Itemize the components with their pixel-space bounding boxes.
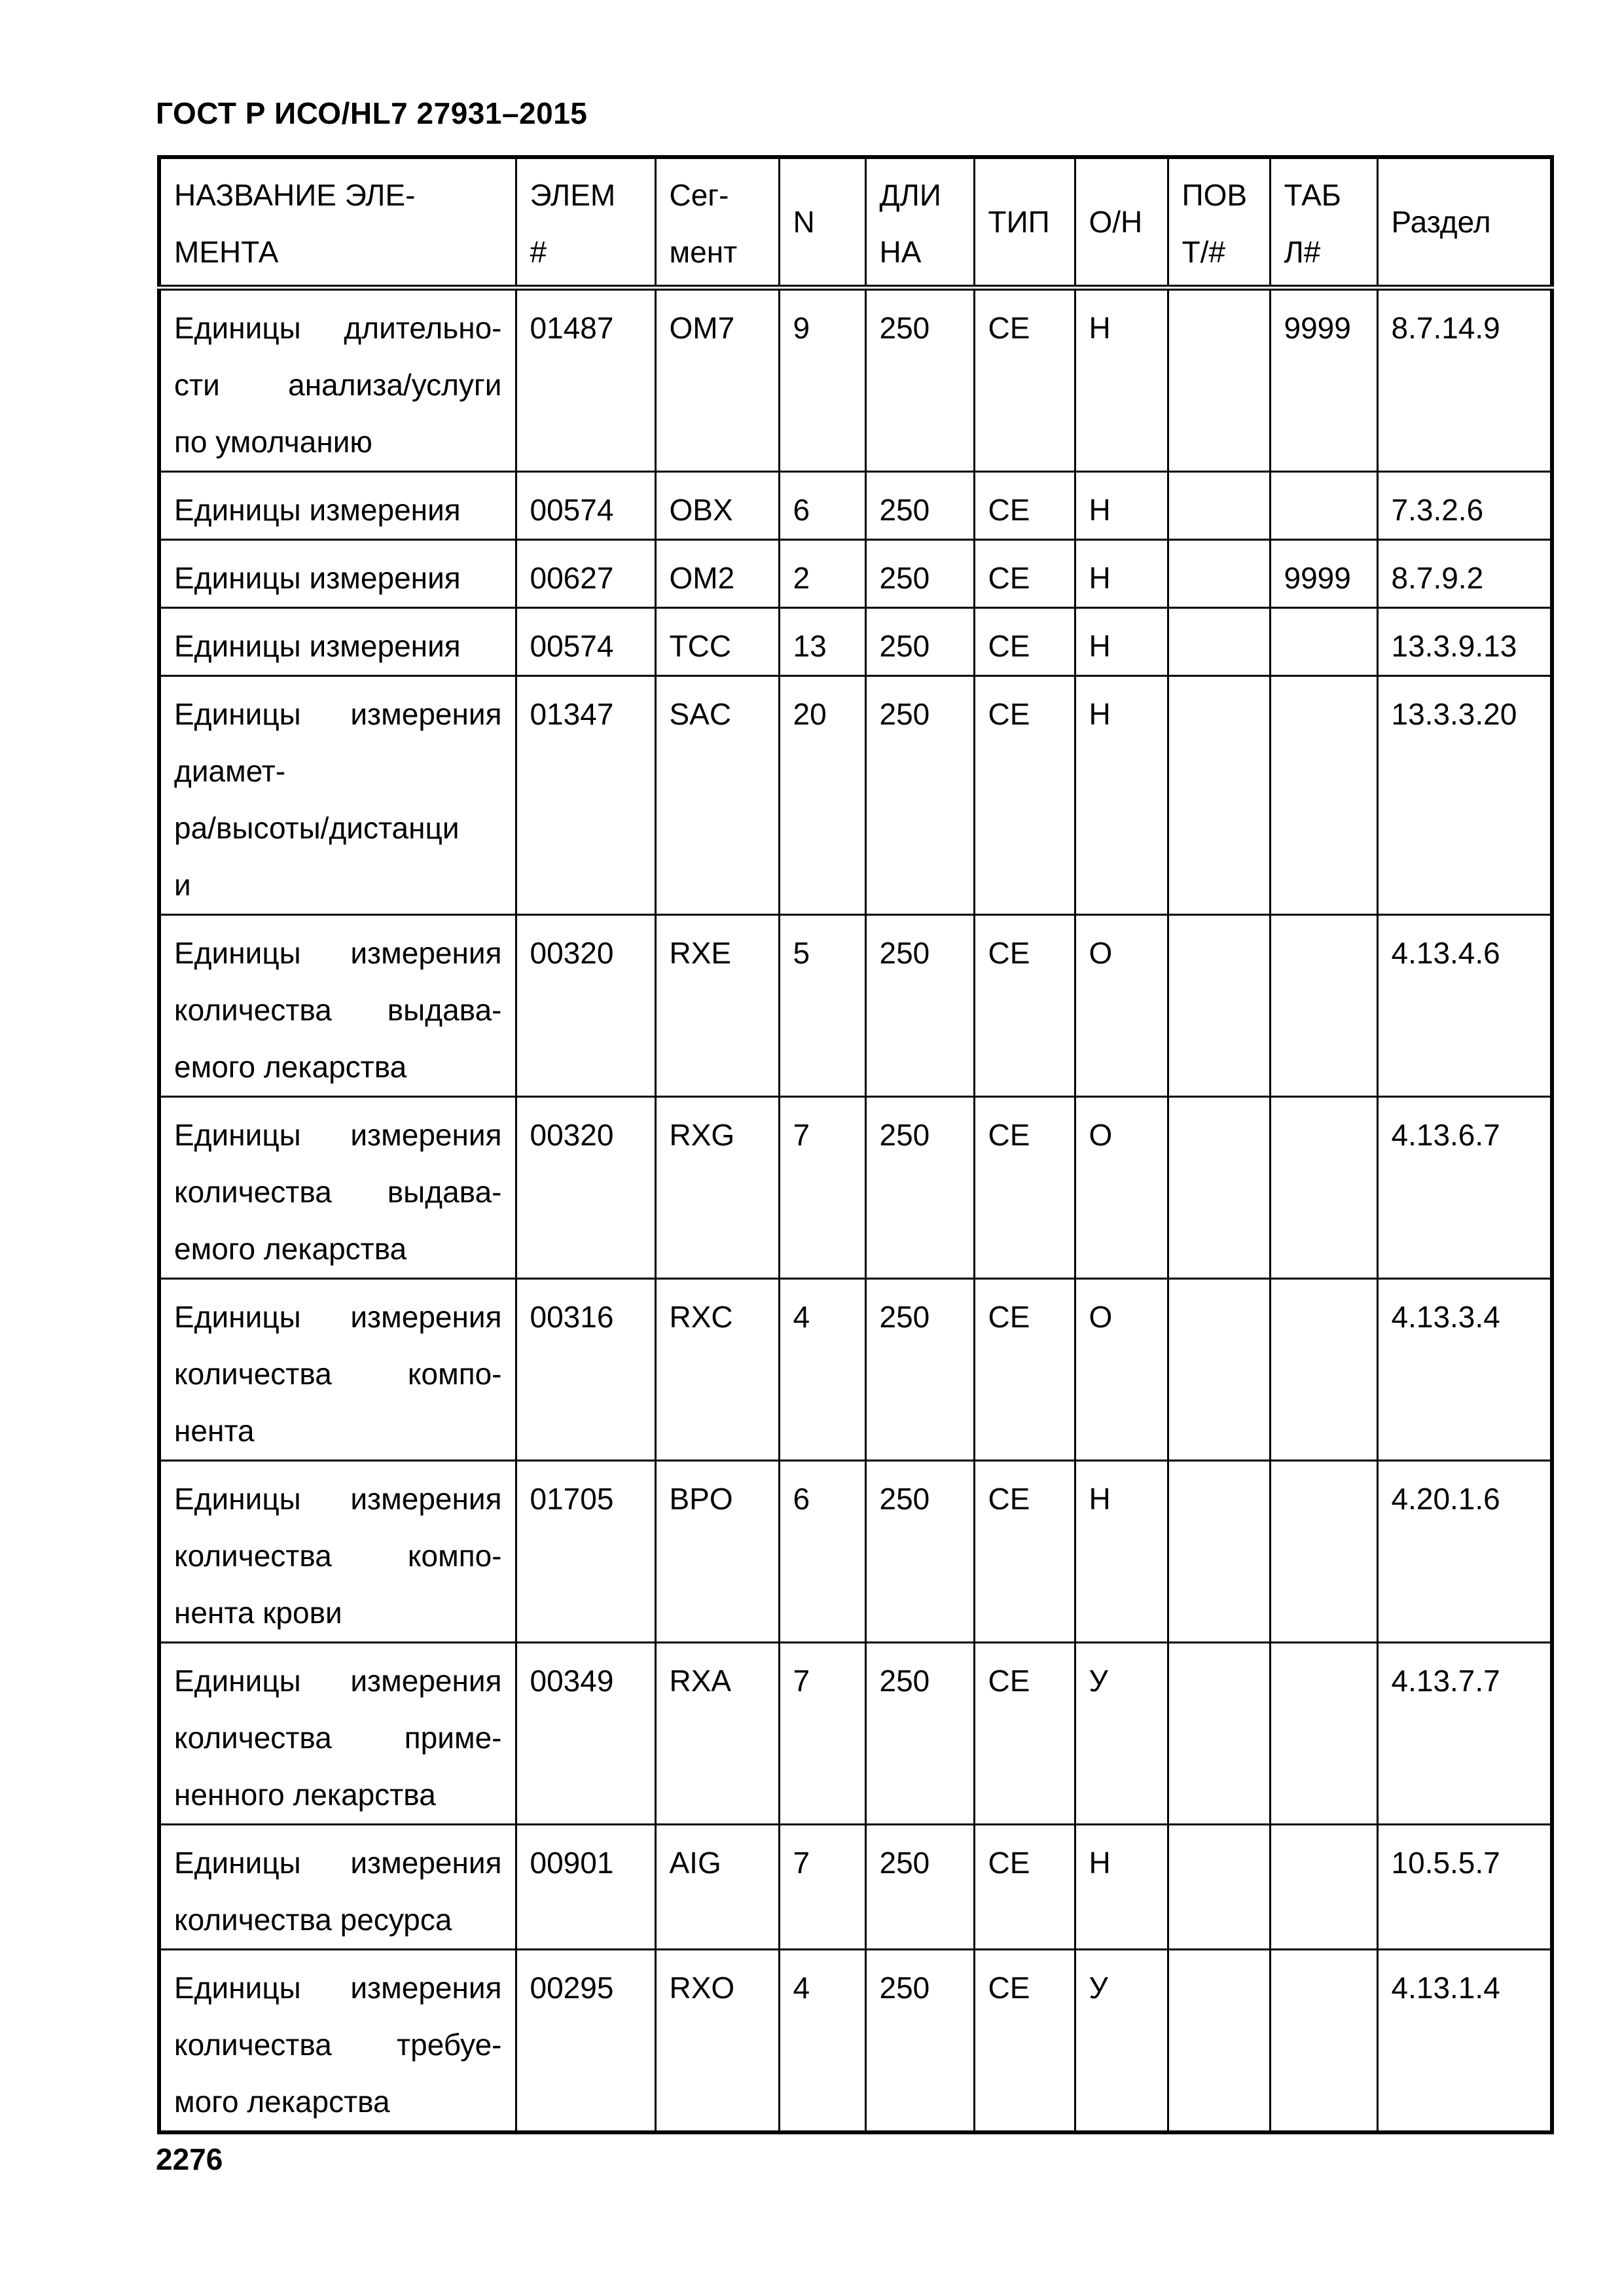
cell-length: 250 bbox=[865, 472, 974, 540]
cell-type: CE bbox=[974, 1279, 1075, 1461]
element-name-line: и bbox=[174, 868, 191, 902]
table-row bbox=[159, 288, 1552, 472]
cell-element-name bbox=[159, 540, 516, 608]
table-row bbox=[159, 1097, 1552, 1279]
cell-segment: RXC bbox=[655, 1279, 779, 1461]
cell-section: 7.3.2.6 bbox=[1377, 472, 1552, 540]
cell-table: 9999 bbox=[1270, 288, 1377, 472]
cell-segment: OM2 bbox=[655, 540, 779, 608]
table-row bbox=[159, 1279, 1552, 1461]
cell-elem: 00574 bbox=[516, 608, 655, 676]
cell-n: 6 bbox=[779, 1461, 865, 1643]
cell-elem: 01705 bbox=[516, 1461, 655, 1643]
cell-n: 7 bbox=[779, 1825, 865, 1950]
cell-on: Н bbox=[1075, 1825, 1168, 1950]
cell-type: CE bbox=[974, 1461, 1075, 1643]
cell-segment: SAC bbox=[655, 676, 779, 915]
element-name-line: Единицы измерения bbox=[174, 629, 461, 663]
cell-section: 4.20.1.6 bbox=[1377, 1461, 1552, 1643]
cell-repeat bbox=[1168, 1461, 1270, 1643]
cell-elem: 00295 bbox=[516, 1950, 655, 2133]
cell-repeat bbox=[1168, 472, 1270, 540]
cell-on: О bbox=[1075, 915, 1168, 1097]
cell-section: 4.13.7.7 bbox=[1377, 1643, 1552, 1825]
col-header-elem: ЭЛЕМ # bbox=[516, 157, 655, 288]
table-row bbox=[159, 1643, 1552, 1825]
table-row bbox=[159, 540, 1552, 608]
cell-section: 8.7.14.9 bbox=[1377, 288, 1552, 472]
table-header-row bbox=[159, 157, 1552, 288]
cell-elem: 01487 bbox=[516, 288, 655, 472]
cell-table: 9999 bbox=[1270, 540, 1377, 608]
cell-repeat bbox=[1168, 1643, 1270, 1825]
cell-segment: OM7 bbox=[655, 288, 779, 472]
cell-length: 250 bbox=[865, 1461, 974, 1643]
cell-segment: OBX bbox=[655, 472, 779, 540]
cell-on: Н bbox=[1075, 540, 1168, 608]
cell-n: 2 bbox=[779, 540, 865, 608]
table-row bbox=[159, 676, 1552, 915]
element-name-line: количества выдава- bbox=[174, 993, 502, 1027]
cell-type: CE bbox=[974, 1950, 1075, 2133]
element-name-line: ра/высоты/дистанци bbox=[174, 811, 460, 845]
element-name-line: количества выдава- bbox=[174, 1175, 502, 1209]
cell-type: CE bbox=[974, 1825, 1075, 1950]
page-number: 2276 bbox=[156, 2142, 223, 2176]
cell-table bbox=[1270, 608, 1377, 676]
cell-repeat bbox=[1168, 608, 1270, 676]
cell-n: 13 bbox=[779, 608, 865, 676]
col-header-type: ТИП bbox=[974, 157, 1075, 288]
element-name-line: Единицы измерения bbox=[174, 1482, 502, 1516]
cell-length: 250 bbox=[865, 540, 974, 608]
element-name-line: емого лекарства bbox=[174, 1232, 407, 1266]
element-name-line: мого лекарства bbox=[174, 2085, 390, 2119]
cell-on: Н bbox=[1075, 288, 1168, 472]
data-elements-table bbox=[157, 155, 1554, 2134]
cell-element-name bbox=[159, 1950, 516, 2133]
cell-repeat bbox=[1168, 288, 1270, 472]
element-name-line: Единицы измерения bbox=[174, 561, 461, 595]
cell-repeat bbox=[1168, 915, 1270, 1097]
cell-repeat bbox=[1168, 1825, 1270, 1950]
cell-element-name bbox=[159, 1825, 516, 1950]
cell-on: Н bbox=[1075, 608, 1168, 676]
cell-table bbox=[1270, 1825, 1377, 1950]
cell-length: 250 bbox=[865, 288, 974, 472]
cell-type: CE bbox=[974, 1097, 1075, 1279]
col-header-n: N bbox=[779, 157, 865, 288]
cell-segment: RXO bbox=[655, 1950, 779, 2133]
element-name-line: Единицы измерения bbox=[174, 936, 502, 970]
cell-n: 5 bbox=[779, 915, 865, 1097]
table-row bbox=[159, 915, 1552, 1097]
cell-repeat bbox=[1168, 1279, 1270, 1461]
cell-element-name bbox=[159, 1279, 516, 1461]
cell-segment: RXA bbox=[655, 1643, 779, 1825]
cell-type: CE bbox=[974, 915, 1075, 1097]
cell-n: 4 bbox=[779, 1279, 865, 1461]
cell-length: 250 bbox=[865, 1950, 974, 2133]
element-name-line: Единицы длительно- bbox=[174, 311, 502, 345]
cell-on: О bbox=[1075, 1097, 1168, 1279]
cell-table bbox=[1270, 1643, 1377, 1825]
element-name-line: по умолчанию bbox=[174, 425, 372, 459]
cell-element-name bbox=[159, 676, 516, 915]
cell-length: 250 bbox=[865, 608, 974, 676]
element-name-line: нента крови bbox=[174, 1596, 342, 1630]
table-row bbox=[159, 1825, 1552, 1950]
cell-type: CE bbox=[974, 1643, 1075, 1825]
cell-section: 4.13.1.4 bbox=[1377, 1950, 1552, 2133]
cell-element-name bbox=[159, 608, 516, 676]
table-row bbox=[159, 472, 1552, 540]
element-name-line: диамет- bbox=[174, 754, 286, 788]
cell-table bbox=[1270, 676, 1377, 915]
cell-elem: 00316 bbox=[516, 1279, 655, 1461]
cell-elem: 01347 bbox=[516, 676, 655, 915]
element-name-line: Единицы измерения bbox=[174, 1664, 502, 1698]
cell-on: Н bbox=[1075, 676, 1168, 915]
col-header-on: О/Н bbox=[1075, 157, 1168, 288]
cell-elem: 00320 bbox=[516, 915, 655, 1097]
element-name-line: количества ресурса bbox=[174, 1903, 452, 1937]
cell-element-name bbox=[159, 1097, 516, 1279]
cell-length: 250 bbox=[865, 1643, 974, 1825]
col-header-length: ДЛИ НА bbox=[865, 157, 974, 288]
cell-n: 9 bbox=[779, 288, 865, 472]
cell-n: 20 bbox=[779, 676, 865, 915]
cell-element-name bbox=[159, 1643, 516, 1825]
table-row bbox=[159, 1461, 1552, 1643]
cell-on: У bbox=[1075, 1950, 1168, 2133]
cell-length: 250 bbox=[865, 1097, 974, 1279]
cell-section: 13.3.3.20 bbox=[1377, 676, 1552, 915]
element-name-line: ненного лекарства bbox=[174, 1778, 436, 1812]
cell-repeat bbox=[1168, 1950, 1270, 2133]
col-header-section: Раздел bbox=[1377, 157, 1552, 288]
element-name-line: количества компо- bbox=[174, 1539, 502, 1573]
element-name-line: емого лекарства bbox=[174, 1050, 407, 1084]
cell-type: CE bbox=[974, 472, 1075, 540]
element-name-line: нента bbox=[174, 1414, 255, 1448]
cell-element-name bbox=[159, 288, 516, 472]
col-header-segment: Сег- мент bbox=[655, 157, 779, 288]
element-name-line: Единицы измерения bbox=[174, 1971, 502, 2005]
cell-section: 4.13.3.4 bbox=[1377, 1279, 1552, 1461]
cell-repeat bbox=[1168, 540, 1270, 608]
cell-n: 7 bbox=[779, 1097, 865, 1279]
cell-on: Н bbox=[1075, 1461, 1168, 1643]
cell-segment: AIG bbox=[655, 1825, 779, 1950]
cell-table bbox=[1270, 1097, 1377, 1279]
cell-type: CE bbox=[974, 288, 1075, 472]
cell-elem: 00574 bbox=[516, 472, 655, 540]
cell-table bbox=[1270, 1279, 1377, 1461]
cell-elem: 00320 bbox=[516, 1097, 655, 1279]
element-name-line: Единицы измерения bbox=[174, 1846, 502, 1880]
element-name-line: количества приме- bbox=[174, 1721, 502, 1755]
table-row bbox=[159, 1950, 1552, 2133]
cell-n: 4 bbox=[779, 1950, 865, 2133]
cell-segment: TCC bbox=[655, 608, 779, 676]
cell-segment: BPO bbox=[655, 1461, 779, 1643]
cell-length: 250 bbox=[865, 1279, 974, 1461]
cell-element-name bbox=[159, 1461, 516, 1643]
cell-table bbox=[1270, 915, 1377, 1097]
cell-elem: 00349 bbox=[516, 1643, 655, 1825]
cell-n: 7 bbox=[779, 1643, 865, 1825]
document-header: ГОСТ Р ИСО/HL7 27931–2015 bbox=[156, 96, 588, 130]
cell-elem: 00901 bbox=[516, 1825, 655, 1950]
cell-repeat bbox=[1168, 1097, 1270, 1279]
cell-section: 10.5.5.7 bbox=[1377, 1825, 1552, 1950]
col-header-table: ТАБ Л# bbox=[1270, 157, 1377, 288]
cell-length: 250 bbox=[865, 1825, 974, 1950]
cell-on: У bbox=[1075, 1643, 1168, 1825]
cell-repeat bbox=[1168, 676, 1270, 915]
cell-element-name bbox=[159, 915, 516, 1097]
cell-section: 4.13.4.6 bbox=[1377, 915, 1552, 1097]
col-header-repeat: ПОВ Т/# bbox=[1168, 157, 1270, 288]
cell-length: 250 bbox=[865, 915, 974, 1097]
element-name-line: количества компо- bbox=[174, 1357, 502, 1391]
element-name-line: Единицы измерения bbox=[174, 697, 502, 731]
table-row bbox=[159, 608, 1552, 676]
col-header-name: НАЗВАНИЕ ЭЛЕ- МЕНТА bbox=[159, 157, 516, 288]
element-name-line: сти анализа/услуги bbox=[174, 368, 502, 402]
cell-table bbox=[1270, 1461, 1377, 1643]
element-name-line: Единицы измерения bbox=[174, 493, 461, 527]
element-name-line: Единицы измерения bbox=[174, 1118, 502, 1152]
cell-on: Н bbox=[1075, 472, 1168, 540]
cell-type: CE bbox=[974, 608, 1075, 676]
cell-segment: RXG bbox=[655, 1097, 779, 1279]
cell-on: О bbox=[1075, 1279, 1168, 1461]
element-name-line: Единицы измерения bbox=[174, 1300, 502, 1334]
cell-table bbox=[1270, 1950, 1377, 2133]
cell-type: CE bbox=[974, 676, 1075, 915]
element-name-line: количества требуе- bbox=[174, 2028, 502, 2062]
cell-section: 13.3.9.13 bbox=[1377, 608, 1552, 676]
cell-elem: 00627 bbox=[516, 540, 655, 608]
cell-section: 4.13.6.7 bbox=[1377, 1097, 1552, 1279]
cell-type: CE bbox=[974, 540, 1075, 608]
cell-table bbox=[1270, 472, 1377, 540]
cell-n: 6 bbox=[779, 472, 865, 540]
cell-segment: RXE bbox=[655, 915, 779, 1097]
cell-section: 8.7.9.2 bbox=[1377, 540, 1552, 608]
cell-length: 250 bbox=[865, 676, 974, 915]
cell-element-name bbox=[159, 472, 516, 540]
